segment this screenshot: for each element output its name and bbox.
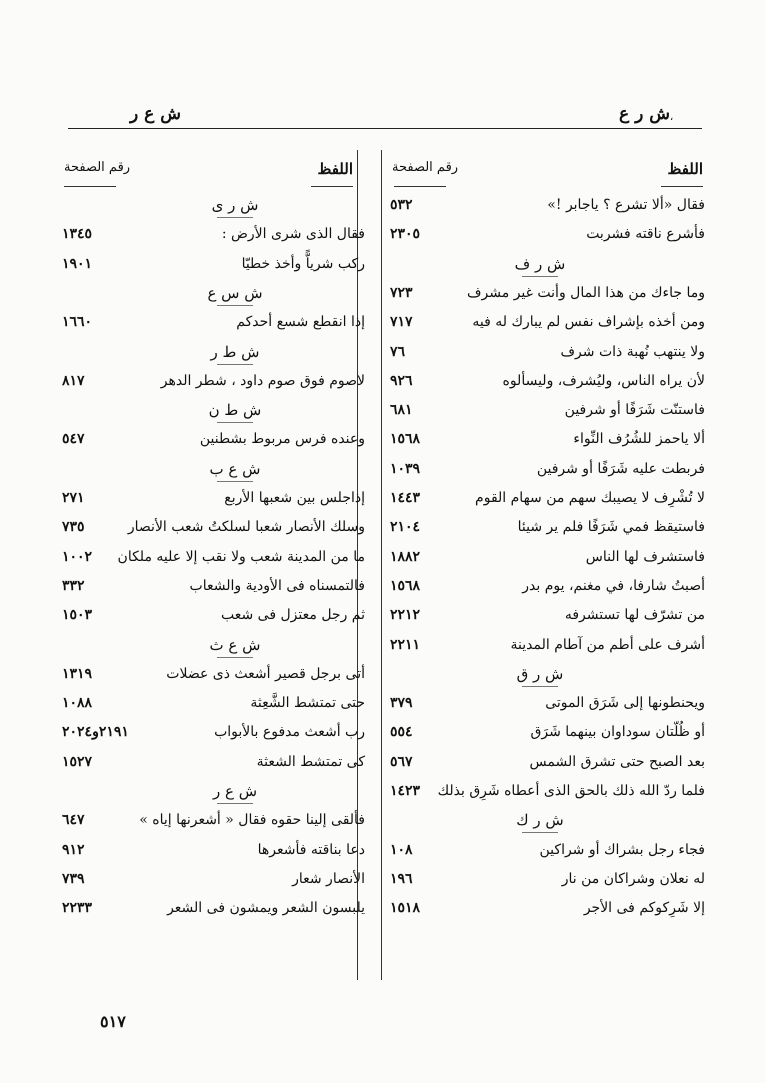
- index-entry-page: ١٥٠٣: [62, 607, 93, 624]
- root-heading: ش ع ث: [209, 635, 261, 654]
- index-entry-page: ٢١٩١و٢٠٢٤: [62, 724, 129, 741]
- index-entry-page: ١٠٠٢: [62, 548, 93, 565]
- index-entry-page: ٨١٧: [62, 372, 85, 389]
- index-entry-phrase: إذا انقطع شسع أحدكم: [236, 314, 365, 331]
- index-entry-page: ٢٢١١: [390, 636, 421, 653]
- left-page-header-rule: [64, 186, 116, 187]
- index-entry-phrase: ويحنطونها إلى شَرَق الموتى: [545, 695, 705, 712]
- index-entry-page: ١٦٦٠: [62, 314, 93, 331]
- index-entry-page: ١٤٢٣: [390, 783, 421, 799]
- index-entry-page: ٥٥٤: [390, 724, 413, 741]
- index-entry-page: ٩١٢: [62, 841, 85, 858]
- column-divider: [381, 150, 382, 980]
- root-heading: ش س ع: [207, 283, 263, 302]
- index-entry-phrase: لا تُشْرِف لا يصيبك سهم من سهام القوم: [475, 490, 705, 506]
- left-col-page-header: رقم الصفحة: [64, 160, 131, 175]
- index-entry-phrase: وعنده فرس مربوط بشطنين: [199, 431, 365, 448]
- index-entry-page: ١٨٨٢: [390, 548, 421, 565]
- index-entry-page: ٣٣٢: [62, 577, 85, 594]
- right-col-page-header: رقم الصفحة: [392, 160, 459, 175]
- index-entry-phrase: ومن أخذه بإشراف نفس لم يبارك له فيه: [472, 314, 705, 331]
- root-heading-rule: [217, 217, 253, 218]
- running-head-right: ش ر ع: [619, 104, 670, 124]
- index-entry-phrase: فقال «ألا تشرع ؟ ياجابر !»: [547, 197, 705, 213]
- index-entry-page: ١٠٣٩: [390, 460, 421, 477]
- root-heading-rule: [522, 276, 558, 277]
- root-heading: ش ع ر: [212, 782, 258, 800]
- root-heading: ش ر ك: [516, 811, 564, 830]
- index-entry-page: ٥٦٧: [390, 753, 413, 770]
- index-entry-page: ١٩٠١: [62, 255, 93, 272]
- index-entry-page: ٥٣٢: [390, 197, 413, 213]
- printer-mark: ،: [670, 112, 674, 123]
- index-entry-phrase: أتى برجل قصير أشعث ذى عضلات: [166, 665, 365, 682]
- index-entry-page: ١٥٦٨: [390, 577, 421, 594]
- index-entry-page: ٧٣٥: [62, 519, 85, 536]
- root-heading: ش ط ر: [210, 342, 260, 361]
- index-entry-phrase: فاستشرف لها الناس: [585, 548, 705, 565]
- index-entry-phrase: ما من المدينة شعب ولا نقب إلا عليه ملكان: [117, 548, 365, 565]
- index-entry-phrase: فاستيقظ فمي شَرَفًا فلم ير شيئا: [517, 519, 705, 536]
- index-entry-phrase: ألا ياحمز للشُرُف النِّواء: [573, 431, 705, 448]
- root-heading: ش ر ى: [211, 196, 259, 214]
- index-entry-page: ٧٦: [390, 343, 406, 360]
- index-entry-page: ١٣١٩: [62, 665, 93, 682]
- index-entry-phrase: لاصوم فوق صوم داود ، شطر الدهر: [160, 372, 365, 389]
- index-entry-phrase: الأنصار شعار: [292, 870, 365, 887]
- index-entry-page: ١٥٦٨: [390, 431, 421, 448]
- index-entry-phrase: ولا ينتهب نُهبة ذات شرف: [560, 343, 705, 360]
- left-col-phrase-header: اللفظ: [317, 160, 353, 178]
- index-entry-phrase: حتى تمتشط الشَّعِثة: [250, 695, 365, 712]
- root-heading-rule: [217, 364, 253, 365]
- index-entry-phrase: فأشرع ناقته فشربت: [586, 226, 705, 243]
- index-entry-page: ١٠٨: [390, 841, 413, 858]
- index-entry-page: ١٥٢٧: [62, 753, 93, 770]
- root-heading-rule: [217, 305, 253, 306]
- root-heading-rule: [522, 832, 558, 833]
- index-entry-phrase: يلبسون الشعر ويمشون فى الشعر: [167, 900, 365, 917]
- index-entry-phrase: فألقى إلينا حقوه فقال « أشعرنها إياه »: [139, 812, 365, 829]
- index-entry-phrase: فلما ردّ الله ذلك بالحق الذى أعطاه شَرِق بذلك: [437, 783, 705, 799]
- index-entry-page: ٢٣٠٥: [390, 226, 421, 243]
- root-heading: ش ط ن: [208, 401, 262, 420]
- root-heading-rule: [522, 686, 558, 687]
- index-entry-phrase: ركب شرياًّ وأخذ خطيّا: [241, 255, 365, 272]
- index-entry-phrase: دعا بناقته فأشعرها: [257, 841, 365, 858]
- index-entry-page: ٧٣٩: [62, 870, 85, 887]
- right-phrase-header-rule: [661, 186, 703, 187]
- index-entry-phrase: أو ظُلّتان سوداوان بينهما شَرَق: [530, 724, 705, 741]
- index-entry-page: ١٤٤٣: [390, 490, 421, 506]
- index-entry-page: ٣٧٩: [390, 695, 413, 712]
- page-number: ٥١٧: [100, 1012, 126, 1031]
- index-entry-page: ٥٤٧: [62, 431, 85, 448]
- root-heading-rule: [217, 422, 253, 423]
- index-entry-page: ١٣٤٥: [62, 226, 93, 243]
- index-entry-phrase: وما جاءك من هذا المال وأنت غير مشرف: [467, 284, 705, 301]
- index-entry-page: ٢٧١: [62, 490, 85, 506]
- root-heading-rule: [217, 657, 253, 658]
- running-head-left: ش ع ر: [130, 104, 181, 124]
- index-entry-page: ٦٨١: [390, 402, 413, 419]
- index-entry-phrase: فاستنّت شَرَفًا أو شرفين: [564, 402, 705, 419]
- root-heading-rule: [217, 481, 253, 482]
- index-entry-phrase: فربطت عليه شَرَفًا أو شرفين: [536, 460, 705, 477]
- index-entry-page: ١٩٦: [390, 870, 413, 887]
- index-entry-page: ٢١٠٤: [390, 519, 421, 536]
- index-entry-page: ٧١٧: [390, 314, 413, 331]
- index-entry-phrase: أصبتُ شارفا، في مغنم، يوم بدر: [522, 577, 705, 594]
- index-entry-phrase: إلا شَرِكوكم فى الأجر: [583, 900, 705, 917]
- index-entry-phrase: فقال الذى شرى الأرض :: [221, 226, 365, 243]
- index-entry-phrase: ثم رجل معتزل فى شعب: [221, 607, 365, 624]
- index-entry-page: ٢٢٣٣: [62, 900, 93, 917]
- index-entry-phrase: إذاجلس بين شعبها الأربع: [224, 490, 365, 506]
- index-entry-page: ٦٤٧: [62, 812, 85, 829]
- left-phrase-header-rule: [311, 186, 353, 187]
- index-entry-phrase: فالتمسناه فى الأودية والشعاب: [189, 577, 365, 594]
- index-entry-page: ١٠٨٨: [62, 695, 93, 712]
- header-rule: [68, 128, 702, 129]
- root-heading-rule: [217, 803, 253, 804]
- index-entry-phrase: كى تمتشط الشعثة: [256, 753, 365, 770]
- root-heading: ش ع ب: [209, 459, 261, 478]
- index-entry-phrase: له نعلان وشراكان من نار: [561, 870, 705, 887]
- index-entry-phrase: وسلك الأنصار شعبا لسلكتُ شعب الأنصار: [127, 519, 365, 536]
- index-entry-phrase: بعد الصبح حتى تشرق الشمس: [529, 753, 705, 770]
- index-entry-page: ٢٢١٢: [390, 607, 421, 624]
- right-col-phrase-header: اللفظ: [667, 160, 703, 178]
- index-entry-page: ٩٢٦: [390, 372, 413, 389]
- index-entry-page: ٧٢٣: [390, 284, 413, 301]
- root-heading: ش ر ق: [516, 664, 564, 683]
- index-entry-phrase: لأن يراه الناس، وليُشرف، وليسألوه: [502, 372, 705, 389]
- index-entry-phrase: من تشرّف لها تستشرفه: [564, 607, 705, 624]
- index-entry-page: ١٥١٨: [390, 900, 421, 917]
- right-page-header-rule: [394, 186, 446, 187]
- index-entry-phrase: رب أشعث مدفوع بالأبواب: [214, 724, 365, 741]
- root-heading: ش ر ف: [514, 254, 566, 273]
- index-entry-phrase: فجاء رجل بشراك أو شراكين: [539, 841, 705, 858]
- index-entry-phrase: أشرف على أطم من آطام المدينة: [510, 636, 705, 653]
